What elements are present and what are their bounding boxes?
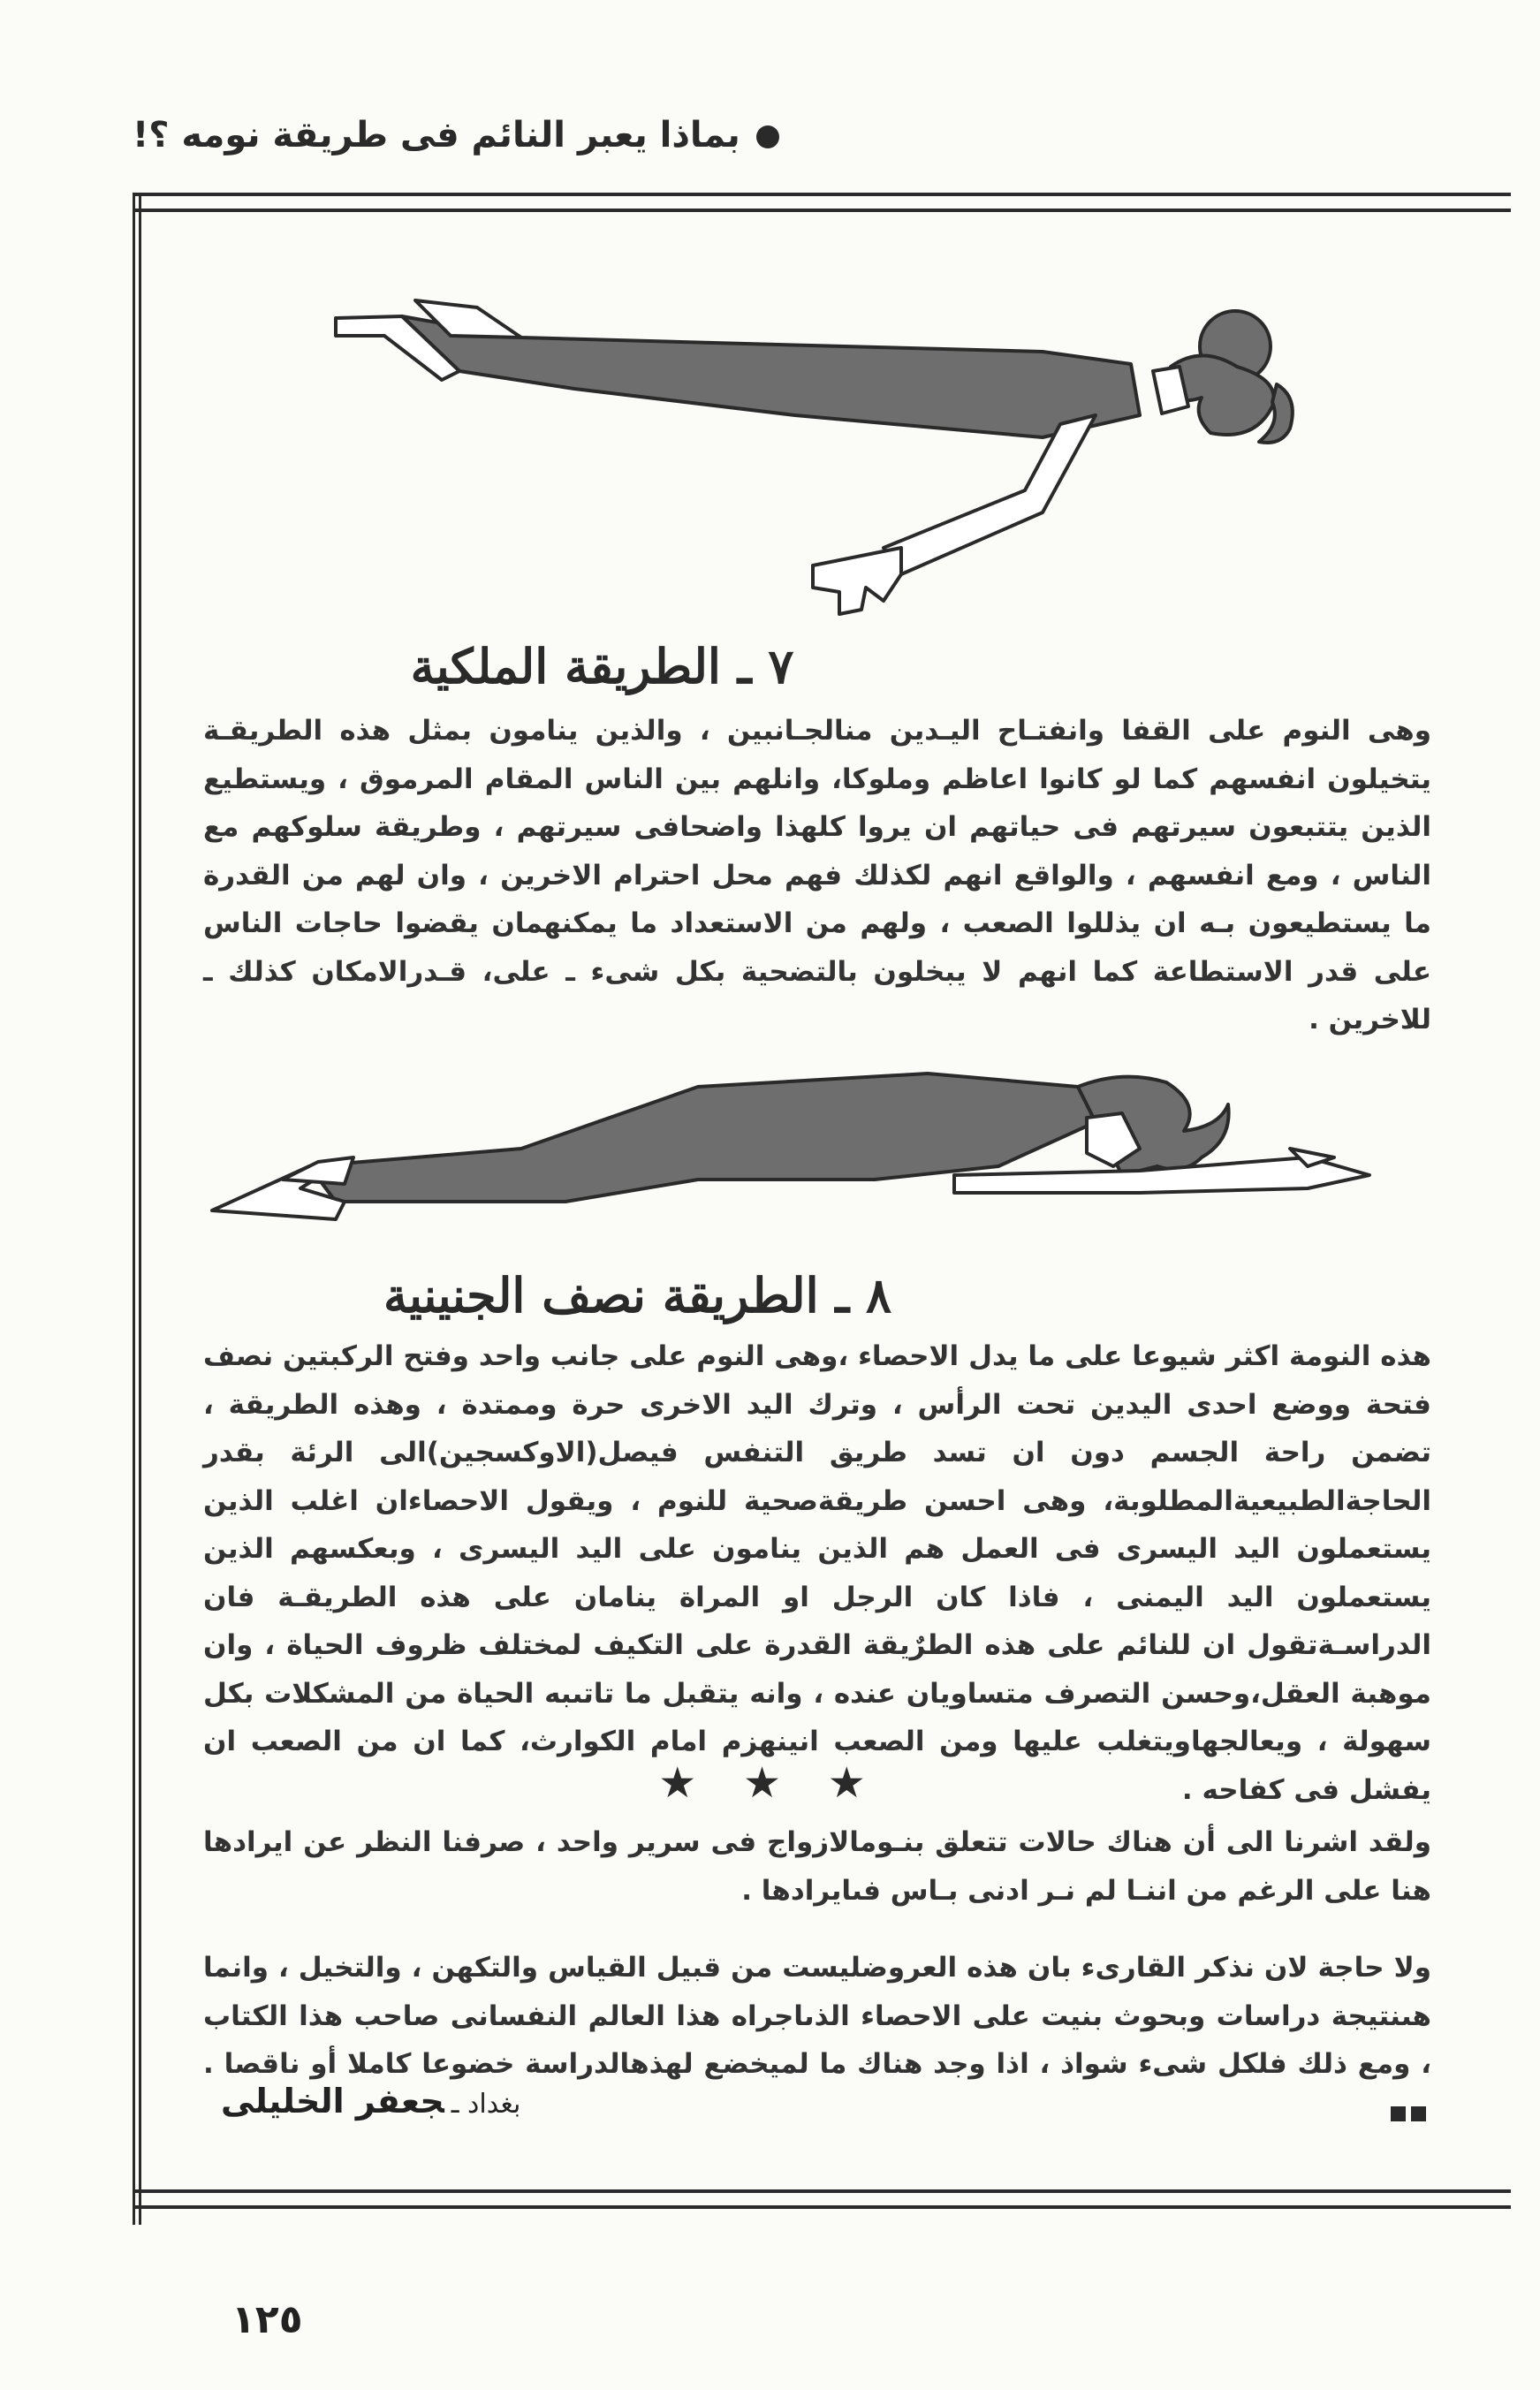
section-7-body: وهى النوم على القفا وانفتـاح اليـدين منالجـانبين ، والذين ينامون بمثل هذه الطريقـة يتخيلون انفسهم كما لو كانوا اعاظم وملوكا، وانلهم بين الناس المقام المرموق ، ويستطيع الذين يتتبعون سيرتهم فى حياتهم ان يروا كلهذا واضحافى سيرتهم ، وطريقة سلوكهم مع الناس ، ومع انفسهم ، والواقع انهم لكذلك فهم محل احترام الاخرين ، وان لهم من القدرة ما يستطيعون بـه ان يذللوا الصعب ، ولهم من الاستعداد ما يمكنهمان يقضوا حاجات الناس على قدر الاستطاعة كما انهم لا يبخلون بالتضحية بكل شىء ـ على، قـدرالامكان كذلك ـ للاخرين . xyxy=(203,715,1431,1036)
half-fetal-position-illustration xyxy=(203,1034,1378,1237)
bottom-double-rule xyxy=(133,2189,1511,2209)
royal-position-illustration xyxy=(318,283,1325,618)
closing-paragraph-1: ولقد اشرنا الى أن هناك حالات تتعلق بنـومالازواج فى سرير واحد ، صرفنا النظر عن ايرادها هنا على الرغم من اننـا لم نـر ادنى بـاس فىايرادها . xyxy=(203,1826,1431,1907)
closing-paragraph-2-text: ولا حاجة لان نذكر القارىء بان هذه العروضليست من قبيل القياس والتكهن ، والتخيل ، وانما هىنتيجة دراسات وبحوث بنيت على الاحصاء الذىاجراه هذا العالم النفسانى صاحب هذا الكتاب ، ومع ذلك فلكل شىء شواذ ، اذا وجد هناك ما لميخضع لهذهالدراسة خضوعا كاملا أو ناقصا . xyxy=(203,1952,1431,2080)
section-8-body: هذه النومة اكثر شيوعا على ما يدل الاحصاء ،وهى النوم على جانب واحد وفتح الركبتين نصف فتحة ووضع احدى اليدين تحت الرأس ، وترك اليد الاخرى حرة وممتدة ، وهذه الطريقة ، تضمن راحة الجسم دون ان تسد طريق التنفس فيصل(الاوكسجين)الى الرئة بقدر الحاجةالطبيعيةالمطلوبة، وهى احسن طريقةصحية للنوم ، ويقول الاحصاءان اغلب الذين يستعملون اليد اليسرى فى العمل هم الذين ينامون على اليد اليسرى ، وبعكسهم الذين يستعملون اليد اليمنى ، فاذا كان الرجل او المراة ينامان على هذه الطريقـة فان الدراسـةتقول ان للنائم على هذه الطرٌيقة القدرة على التكيف لمختلف ظروف الحياة ، وان موهبة العقل،وحسن التصرف متساويان عنده ، وانه يتقبل ما تاتىبه الحياة من المشكلات بكل سهولة ، ويعالجهاويتغلب عليها ومن الصعب انينهزم امام الكوارث، كما ان من الصعب ان يفشل فى كفاحه . xyxy=(203,1340,1431,1806)
end-mark-icon xyxy=(1391,2106,1406,2121)
section-8-heading: ٨ ـ الطريقة نصف الجنينية xyxy=(383,1267,892,1324)
signature-author: جعفر الخليلى xyxy=(221,2082,444,2121)
bullet-icon xyxy=(756,125,779,148)
author-signature xyxy=(221,2082,520,2121)
signature-place: بغداد ـ xyxy=(451,2089,521,2120)
end-mark-icon xyxy=(1411,2106,1426,2121)
page-number: ١٢٥ xyxy=(231,2297,303,2342)
section-7-heading: ٧ ـ الطريقة الملكية xyxy=(410,638,794,694)
running-head-text: بماذا يعبر النائم فى طريقة نومه ؟! xyxy=(133,115,740,156)
running-head xyxy=(133,115,779,156)
section-separator: ★ ★ ★ xyxy=(658,1758,882,1808)
